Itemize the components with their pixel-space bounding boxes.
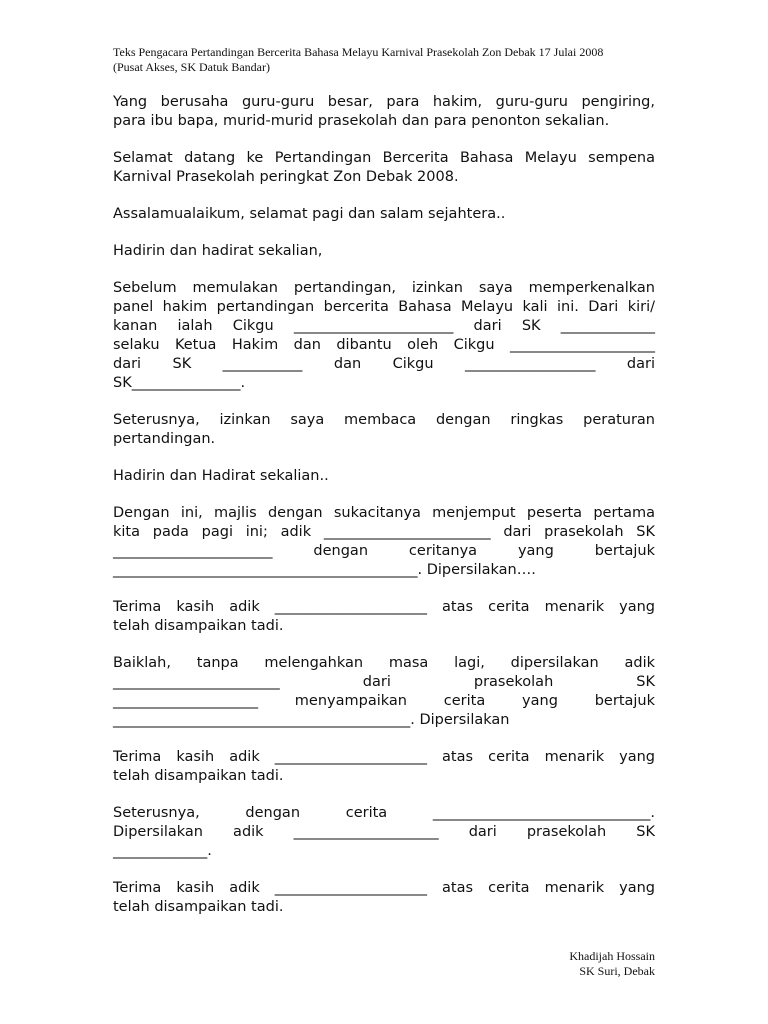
text-line: _______________________ dari prasekolah SK — [113, 674, 655, 690]
text-line: _________________________________________. Dipersilakan — [113, 712, 510, 728]
text-line: Hadirin dan hadirat sekalian, — [113, 243, 323, 259]
text-line: Yang berusaha guru-guru besar, para hakim, guru-guru pengiring, — [113, 94, 655, 110]
paragraph-thanks-2 — [113, 748, 655, 786]
paragraph-rules — [113, 411, 655, 449]
document-header — [113, 45, 673, 75]
text-line: Sebelum memulakan pertandingan, izinkan saya memperkenalkan — [113, 280, 655, 296]
paragraph-next-participant — [113, 654, 655, 730]
text-line: Terima kasih adik _____________________ atas cerita menarik yang — [113, 599, 655, 615]
text-line: _____________. — [113, 843, 212, 859]
signature-block — [569, 949, 655, 979]
paragraph-thanks-1 — [113, 598, 655, 636]
paragraph-first-participant — [113, 504, 655, 580]
text-line: __________________________________________. Dipersilakan…. — [113, 562, 536, 578]
text-line: kita pada pagi ini; adik _______________________ dari prasekolah SK — [113, 524, 655, 540]
text-line: telah disampaikan tadi. — [113, 768, 284, 784]
paragraph-welcome — [113, 149, 655, 187]
text-line: kanan ialah Cikgu ______________________ dari SK _____________ — [113, 318, 655, 334]
text-line: Dengan ini, majlis dengan sukacitanya menjemput peserta pertama — [113, 505, 655, 521]
text-line: telah disampaikan tadi. — [113, 618, 284, 634]
text-line: para ibu bapa, murid-murid prasekolah dan para penonton sekalian. — [113, 113, 610, 129]
text-line: Assalamualaikum, selamat pagi dan salam sejahtera.. — [113, 206, 506, 222]
text-line: pertandingan. — [113, 431, 216, 447]
paragraph-hadirin-2 — [113, 467, 655, 486]
paragraph-thanks-3 — [113, 879, 655, 917]
paragraph-salam — [113, 205, 655, 224]
text-line: Hadirin dan Hadirat sekalian.. — [113, 468, 329, 484]
text-line: Seterusnya, dengan cerita ______________________________. — [113, 805, 655, 821]
paragraph-greeting — [113, 93, 655, 131]
paragraph-hadirin — [113, 242, 655, 261]
author-name: Khadijah Hossain — [569, 949, 655, 963]
text-line: selaku Ketua Hakim dan dibantu oleh Cikgu ____________________ — [113, 337, 655, 353]
text-line: SK_______________. — [113, 375, 246, 391]
author-school: SK Suri, Debak — [579, 964, 655, 978]
text-line: dari SK ___________ dan Cikgu __________________ dari — [113, 356, 655, 372]
text-line: telah disampaikan tadi. — [113, 899, 284, 915]
text-line: ____________________ menyampaikan cerita yang bertajuk — [113, 693, 655, 709]
text-line: Selamat datang ke Pertandingan Bercerita Bahasa Melayu sempena — [113, 150, 655, 166]
text-line: Terima kasih adik _____________________ atas cerita menarik yang — [113, 749, 655, 765]
text-line: Seterusnya, izinkan saya membaca dengan ringkas peraturan — [113, 412, 655, 428]
text-line: ______________________ dengan ceritanya yang bertajuk — [113, 543, 655, 559]
text-line: Karnival Prasekolah peringkat Zon Debak 2008. — [113, 169, 459, 185]
text-line: Baiklah, tanpa melengahkan masa lagi, dipersilakan adik — [113, 655, 655, 671]
text-line: panel hakim pertandingan bercerita Bahasa Melayu kali ini. Dari kiri/ — [113, 299, 655, 315]
paragraph-judges — [113, 279, 655, 393]
text-line: Terima kasih adik _____________________ atas cerita menarik yang — [113, 880, 655, 896]
paragraph-story — [113, 804, 655, 861]
header-title: Teks Pengacara Pertandingan Bercerita Bahasa Melayu Karnival Prasekolah Zon Debak 17 Julai 2008 — [113, 45, 604, 59]
header-venue: (Pusat Akses, SK Datuk Bandar) — [113, 60, 270, 74]
text-line: Dipersilakan adik ____________________ dari prasekolah SK — [113, 824, 655, 840]
document-body — [113, 93, 655, 935]
